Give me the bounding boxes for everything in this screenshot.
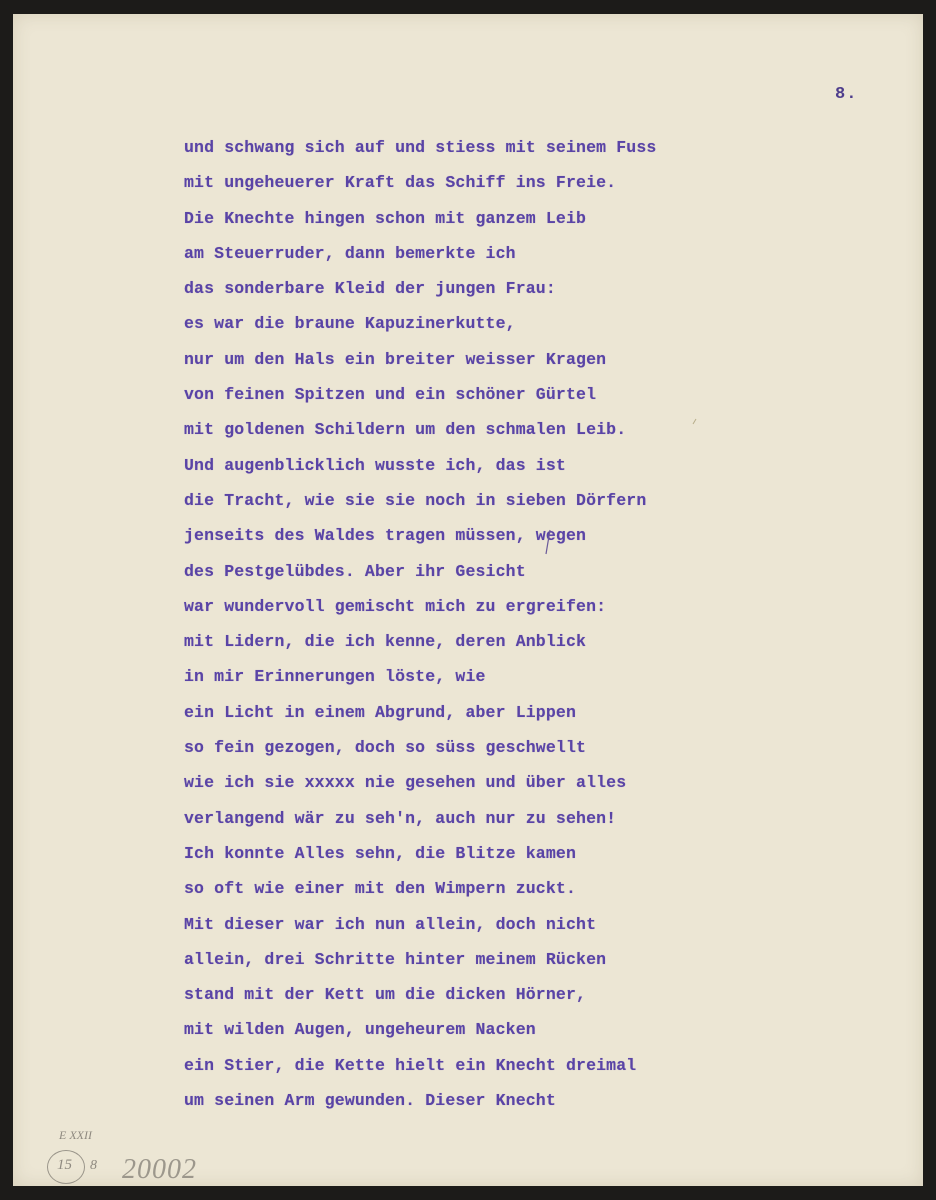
- text-line: des Pestgelübdes. Aber ihr Gesicht: [184, 561, 526, 581]
- archive-signature: E XXII: [59, 1128, 92, 1142]
- inventory-number: 20002: [122, 1154, 197, 1185]
- text-line: allein, drei Schritte hinter meinem Rücken: [184, 949, 607, 969]
- text-line: Mit dieser war ich nun allein, doch nicht: [184, 914, 597, 934]
- text-line: es war die braune Kapuzinerkutte,: [184, 314, 516, 334]
- folio-number: 15: [57, 1157, 72, 1173]
- text-line: das sonderbare Kleid der jungen Frau:: [184, 279, 556, 299]
- text-line: mit wilden Augen, ungeheurem Nacken: [184, 1020, 536, 1040]
- text-line: jenseits des Waldes tragen müssen, wegen: [184, 526, 587, 546]
- text-line: wie ich sie xxxxx nie gesehen und über alles: [184, 773, 627, 793]
- text-line: stand mit der Kett um die dicken Hörner,: [184, 985, 587, 1005]
- text-line: die Tracht, wie sie sie noch in sieben Dörfern: [184, 490, 647, 510]
- text-line: Und augenblicklich wusste ich, das ist: [184, 455, 566, 475]
- text-line: mit ungeheuerer Kraft das Schiff ins Freie.: [184, 173, 617, 193]
- typescript-text: [184, 130, 656, 1118]
- text-line: so oft wie einer mit den Wimpern zuckt.: [184, 879, 577, 899]
- text-line: am Steuerruder, dann bemerkte ich: [184, 243, 516, 263]
- text-line: Die Knechte hingen schon mit ganzem Leib: [184, 208, 587, 228]
- text-line: Ich konnte Alles sehn, die Blitze kamen: [184, 843, 577, 863]
- text-line: mit goldenen Schildern um den schmalen Leib.: [184, 420, 627, 440]
- text-line: war wundervoll gemischt mich zu ergreifen:: [184, 596, 607, 616]
- text-line: ein Licht in einem Abgrund, aber Lippen: [184, 702, 577, 722]
- page-number: 8.: [835, 85, 858, 104]
- text-line: ein Stier, die Kette hielt ein Knecht dreimal: [184, 1055, 637, 1075]
- pencil-tick-mark: [693, 419, 696, 424]
- archive-marks: [43, 1124, 283, 1194]
- text-line: und schwang sich auf und stiess mit seinem Fuss: [184, 138, 657, 157]
- folio-sub-number: 8: [90, 1158, 97, 1173]
- text-line: so fein gezogen, doch so süss geschwellt: [184, 738, 587, 758]
- text-line: von feinen Spitzen und ein schöner Gürtel: [184, 385, 597, 405]
- text-line: mit Lidern, die ich kenne, deren Anblick: [184, 632, 587, 652]
- folio-circle: [47, 1150, 85, 1184]
- text-line: nur um den Hals ein breiter weisser Kragen: [184, 349, 607, 369]
- text-line: um seinen Arm gewunden. Dieser Knecht: [184, 1091, 556, 1111]
- text-line: in mir Erinnerungen löste, wie: [184, 667, 486, 687]
- manuscript-page: [13, 14, 923, 1186]
- text-line: verlangend wär zu seh'n, auch nur zu sehen!: [184, 808, 617, 828]
